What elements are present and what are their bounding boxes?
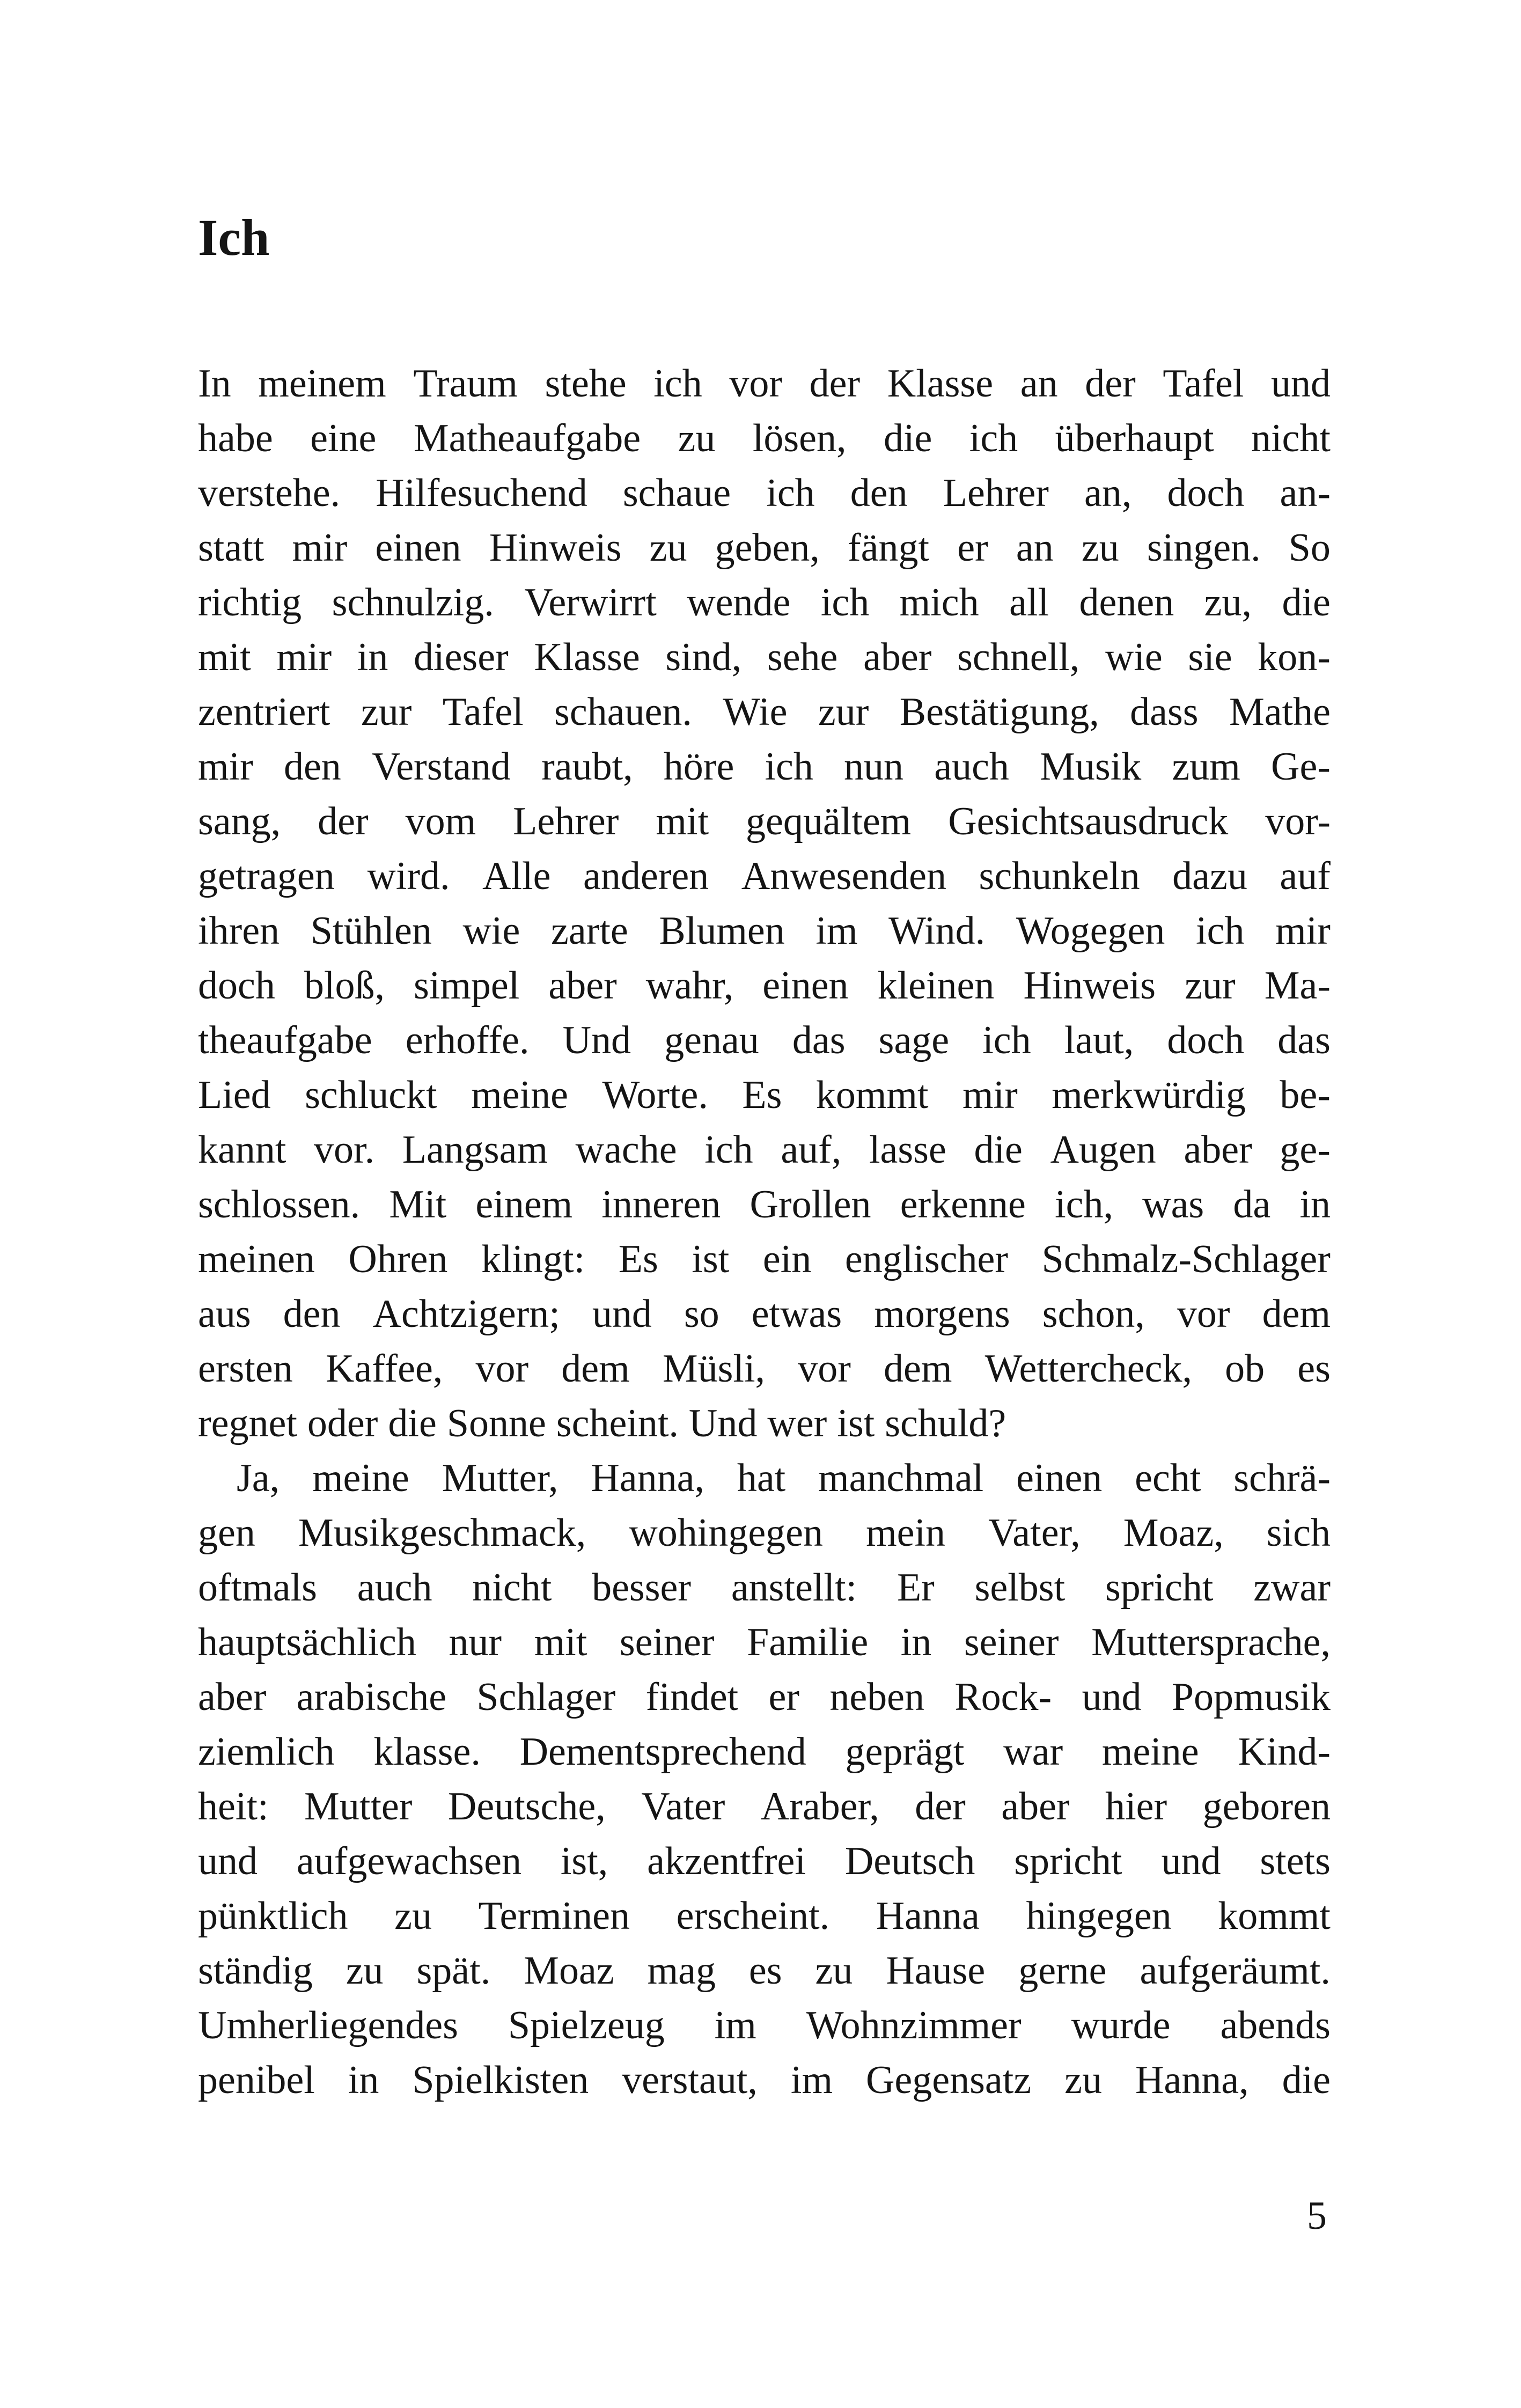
- paragraph: [198, 356, 1331, 1451]
- text-line: zentriert zur Tafel schauen. Wie zur Bestätigung, dass Mathe: [198, 690, 1331, 734]
- paragraph: [198, 1451, 1331, 2108]
- text-line: aber arabische Schlager findet er neben Rock- und Popmusik: [198, 1675, 1331, 1719]
- text-line: Ja, meine Mutter, Hanna, hat manchmal einen echt schrä-: [237, 1456, 1331, 1500]
- text-line: schlossen. Mit einem inneren Grollen erkenne ich, was da in: [198, 1183, 1331, 1227]
- chapter-title: Ich: [198, 209, 270, 266]
- text-line: getragen wird. Alle anderen Anwesenden schunkeln dazu auf: [198, 854, 1331, 898]
- text-line: In meinem Traum stehe ich vor der Klasse an der Tafel und: [198, 362, 1331, 406]
- text-line: verstehe. Hilfesuchend schaue ich den Lehrer an, doch an-: [198, 471, 1331, 515]
- text-line: aus den Achtzigern; und so etwas morgens schon, vor dem: [198, 1292, 1331, 1336]
- text-line: gen Musikgeschmack, wohingegen mein Vater, Moaz, sich: [198, 1511, 1331, 1555]
- text-line: mir den Verstand raubt, höre ich nun auch Musik zum Ge-: [198, 745, 1331, 789]
- text-line: ersten Kaffee, vor dem Müsli, vor dem Wettercheck, ob es: [198, 1347, 1331, 1391]
- text-line: Umherliegendes Spielzeug im Wohnzimmer wurde abends: [198, 2003, 1331, 2047]
- page-number: 5: [1307, 2194, 1327, 2238]
- text-line: mit mir in dieser Klasse sind, sehe aber schnell, wie sie kon-: [198, 635, 1331, 679]
- text-line: theaufgabe erhoffe. Und genau das sage ich laut, doch das: [198, 1018, 1331, 1062]
- text-line: statt mir einen Hinweis zu geben, fängt er an zu singen. So: [198, 526, 1331, 570]
- text-line: richtig schnulzig. Verwirrt wende ich mich all denen zu, die: [198, 581, 1331, 625]
- text-line: pünktlich zu Terminen erscheint. Hanna hingegen kommt: [198, 1894, 1331, 1938]
- text-line: regnet oder die Sonne scheint. Und wer ist schuld?: [198, 1401, 1006, 1445]
- body-text: [198, 356, 1331, 2108]
- text-line: meinen Ohren klingt: Es ist ein englischer Schmalz-Schlager: [198, 1237, 1331, 1281]
- text-line: sang, der vom Lehrer mit gequältem Gesichtsausdruck vor-: [198, 799, 1331, 843]
- text-line: doch bloß, simpel aber wahr, einen kleinen Hinweis zur Ma-: [198, 964, 1331, 1008]
- text-line: ständig zu spät. Moaz mag es zu Hause gerne aufgeräumt.: [198, 1949, 1331, 1993]
- text-line: ihren Stühlen wie zarte Blumen im Wind. Wogegen ich mir: [198, 909, 1331, 953]
- text-line: heit: Mutter Deutsche, Vater Araber, der aber hier geboren: [198, 1785, 1331, 1829]
- text-line: und aufgewachsen ist, akzentfrei Deutsch spricht und stets: [198, 1839, 1331, 1883]
- text-line: Lied schluckt meine Worte. Es kommt mir merkwürdig be-: [198, 1073, 1331, 1117]
- text-line: kannt vor. Langsam wache ich auf, lasse die Augen aber ge-: [198, 1128, 1331, 1172]
- text-line: hauptsächlich nur mit seiner Familie in seiner Muttersprache,: [198, 1620, 1331, 1664]
- text-line: habe eine Matheaufgabe zu lösen, die ich überhaupt nicht: [198, 416, 1331, 460]
- text-line: ziemlich klasse. Dementsprechend geprägt war meine Kind-: [198, 1730, 1331, 1774]
- text-line: oftmals auch nicht besser anstellt: Er selbst spricht zwar: [198, 1566, 1331, 1610]
- text-line: penibel in Spielkisten verstaut, im Gegensatz zu Hanna, die: [198, 2058, 1331, 2102]
